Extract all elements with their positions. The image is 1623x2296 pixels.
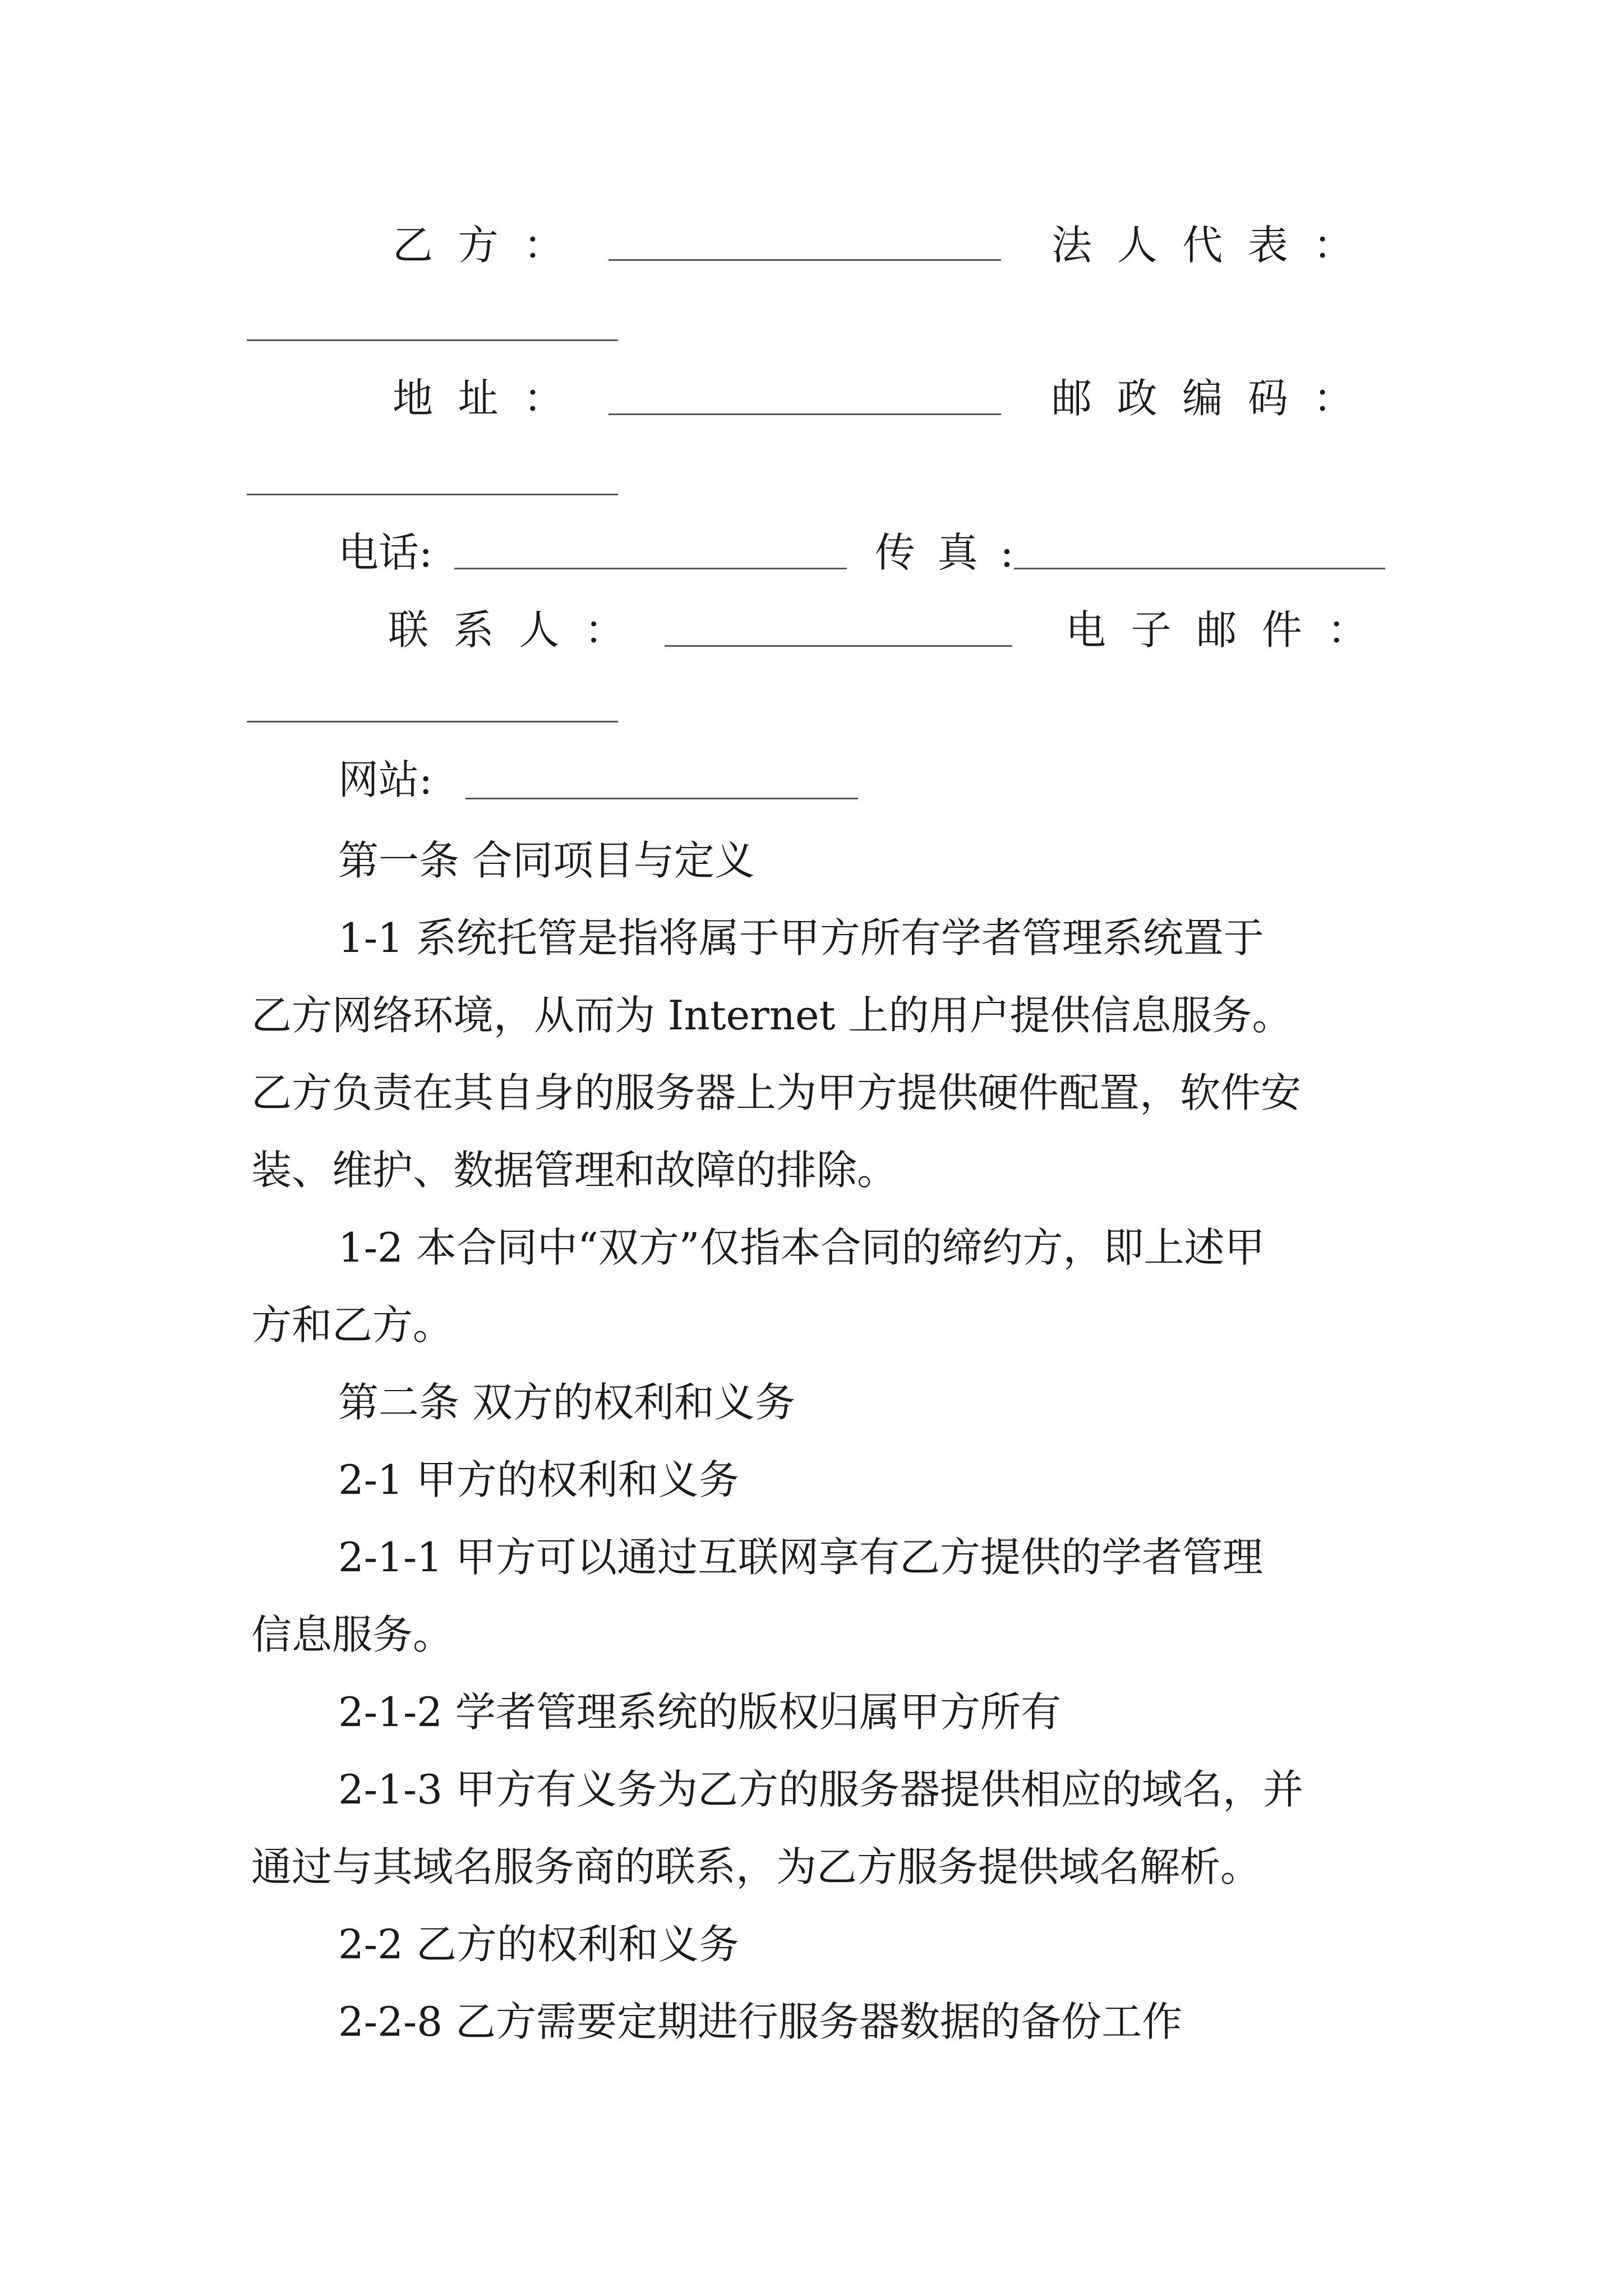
clause-2-2-8: 2-2-8 乙方需要定期进行服务器数据的备份工作 [338, 1998, 1182, 2045]
clause-1-1-line4: 装、维护、数据管理和故障的排除。 [251, 1147, 898, 1194]
clause-2-1-3-line2: 通过与其域名服务商的联系，为乙方服务提供域名解析。 [251, 1843, 1261, 1890]
postcode-blank[interactable] [247, 494, 618, 495]
clause-2-1-2: 2-1-2 学者管理系统的版权归属甲方所有 [338, 1688, 1061, 1736]
website-blank[interactable] [465, 798, 858, 799]
contact-label: 联系人： [388, 606, 650, 654]
phone-label: 电话: [338, 529, 433, 576]
clause-1-2-line2: 方和乙方。 [251, 1301, 454, 1349]
website-label: 网站: [338, 756, 433, 803]
clause-2-1-heading: 2-1 甲方的权利和义务 [338, 1456, 739, 1503]
address-blank[interactable] [608, 413, 1001, 415]
clause-2-1-3-line1: 2-1-3 甲方有义务为乙方的服务器提供相应的域名，并 [338, 1766, 1303, 1813]
clause-1-1-line3: 乙方负责在其自身的服务器上为甲方提供硬件配置，软件安 [251, 1069, 1302, 1116]
contact-blank[interactable] [665, 645, 1012, 647]
clause-2-2-heading: 2-2 乙方的权利和义务 [338, 1921, 739, 1968]
party-b-blank[interactable] [608, 259, 1001, 261]
phone-blank[interactable] [454, 568, 847, 569]
legal-rep-label: 法人代表： [1052, 222, 1379, 269]
clause-2-1-1-line1: 2-1-1 甲方可以通过互联网享有乙方提供的学者管理 [338, 1534, 1263, 1581]
email-blank[interactable] [247, 721, 618, 723]
clause-1-1-line1: 1-1 系统托管是指将属于甲方所有学者管理系统置于 [338, 914, 1264, 961]
party-b-label: 乙方： [393, 222, 589, 269]
fax-label: 传真: [875, 529, 1036, 576]
legal-rep-blank[interactable] [247, 339, 618, 341]
article-2-heading: 第二条 双方的权利和义务 [338, 1379, 795, 1426]
fax-blank[interactable] [1014, 568, 1385, 569]
address-label: 地址： [393, 375, 589, 422]
article-1-heading: 第一条 合同项目与定义 [338, 837, 755, 884]
clause-1-1-line2: 乙方网络环境，从而为 Internet 上的用户提供信息服务。 [251, 992, 1293, 1039]
clause-1-2-line1: 1-2 本合同中“双方”仅指本合同的缔约方，即上述甲 [338, 1224, 1265, 1271]
postcode-label: 邮政编码： [1052, 375, 1379, 422]
clause-2-1-1-line2: 信息服务。 [251, 1611, 454, 1658]
email-label: 电子邮件： [1066, 606, 1393, 654]
